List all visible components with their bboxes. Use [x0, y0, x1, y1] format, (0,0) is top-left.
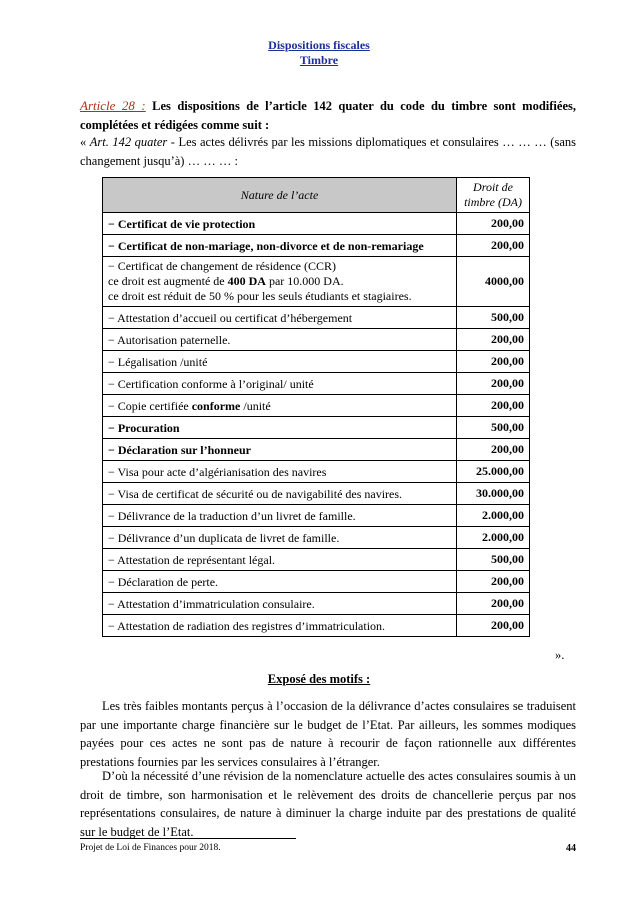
act-label: − Délivrance de la traduction d’un livret de famille. [103, 505, 457, 527]
quote-open: « [80, 135, 90, 149]
act-label: − Autorisation paternelle. [103, 329, 457, 351]
page-number: 44 [566, 843, 576, 854]
motifs-paragraph-1: Les très faibles montants perçus à l’occasion de la délivrance d’actes consulaires se traduisent par une importante charge financière sur le budget de l’Etat. Par ailleurs, les sommes modiques payées pour ces actes ne sont pas de nature à recourir de façon rationnelle aux différentes prestations fournies par les services consulaires à l’étranger. [80, 699, 576, 769]
act-label-line: par 10.000 DA. [265, 274, 344, 288]
article-label: Article 28 : [80, 98, 146, 113]
table-row [103, 615, 530, 637]
article-quote [80, 133, 576, 171]
table-row [103, 373, 530, 395]
footer-divider [80, 838, 296, 839]
act-label: − Visa de certificat de sécurité ou de navigabilité des navires. [103, 483, 457, 505]
table-row [103, 593, 530, 615]
act-label: − Attestation d’accueil ou certificat d’hébergement [103, 307, 457, 329]
act-label-line: − Certificat de changement de résidence (CCR) [108, 259, 337, 273]
table-header-row [103, 178, 530, 213]
act-value: 200,00 [457, 235, 530, 257]
table-row [103, 213, 530, 235]
table-row [103, 307, 530, 329]
table-row [103, 417, 530, 439]
act-value: 2.000,00 [457, 505, 530, 527]
quote-text: Les actes délivrés par les missions diplomatiques et consulaires … … … (sans changement jusqu’à) … … … : [80, 135, 576, 168]
act-value: 200,00 [457, 439, 530, 461]
table-row [103, 351, 530, 373]
act-label-amount: 400 DA [227, 274, 266, 288]
header-nature: Nature de l’acte [103, 178, 457, 213]
act-label-line: ce droit est réduit de 50 % pour les seuls étudiants et stagiaires. [108, 289, 412, 303]
act-value: 200,00 [457, 571, 530, 593]
act-label: − Attestation de radiation des registres d’immatriculation. [103, 615, 457, 637]
act-label: − Procuration [103, 417, 457, 439]
act-label [103, 395, 457, 417]
table-row [103, 461, 530, 483]
table-row [103, 549, 530, 571]
act-label: − Déclaration de perte. [103, 571, 457, 593]
act-label: − Déclaration sur l’honneur [103, 439, 457, 461]
section-title: Dispositions fiscales [268, 38, 370, 52]
table-row [103, 483, 530, 505]
act-label [103, 257, 457, 307]
section-subtitle: Timbre [299, 53, 339, 67]
act-value: 200,00 [457, 329, 530, 351]
act-label: − Visa pour acte d’algérianisation des navires [103, 461, 457, 483]
act-label-part: /unité [240, 398, 271, 413]
table-row [103, 527, 530, 549]
act-label: − Délivrance d’un duplicata de livret de famille. [103, 527, 457, 549]
act-value: 500,00 [457, 549, 530, 571]
article-heading [80, 96, 576, 135]
act-label: − Certification conforme à l’original/ unité [103, 373, 457, 395]
table-row [103, 257, 530, 307]
table-row [103, 439, 530, 461]
act-value: 200,00 [457, 373, 530, 395]
act-label: − Attestation de représentant légal. [103, 549, 457, 571]
table-row [103, 395, 530, 417]
act-value: 2.000,00 [457, 527, 530, 549]
act-value: 25.000,00 [457, 461, 530, 483]
article-text: Les dispositions de l’article 142 quater du code du timbre sont modifiées, complétées et rédigées comme suit : [80, 99, 576, 132]
quote-close: ». [555, 648, 565, 662]
table-row [103, 505, 530, 527]
act-label: − Attestation d’immatriculation consulaire. [103, 593, 457, 615]
act-label-line: ce droit est augmenté de [108, 274, 228, 288]
footer-text: Projet de Loi de Finances pour 2018. [80, 843, 221, 853]
act-label: − Légalisation /unité [103, 351, 457, 373]
act-value: 4000,00 [457, 257, 530, 307]
quote-ref: Art. 142 quater - [89, 135, 175, 149]
act-label: − Certificat de vie protection [103, 213, 457, 235]
header-droit: Droit de timbre (DA) [457, 178, 530, 213]
act-value: 200,00 [457, 615, 530, 637]
act-value: 30.000,00 [457, 483, 530, 505]
act-label-part: conforme [191, 398, 241, 413]
table-row [103, 235, 530, 257]
act-value: 500,00 [457, 307, 530, 329]
act-label-part: − Copie certifiée [108, 398, 192, 413]
motifs-heading: Exposé des motifs : [267, 672, 371, 686]
act-value: 200,00 [457, 395, 530, 417]
act-value: 200,00 [457, 351, 530, 373]
table-row [103, 329, 530, 351]
act-label: − Certificat de non-mariage, non-divorce et de non-remariage [103, 235, 457, 257]
table-row [103, 571, 530, 593]
stamp-duty-table [102, 177, 530, 637]
act-value: 200,00 [457, 593, 530, 615]
act-value: 500,00 [457, 417, 530, 439]
motifs-paragraph-2: D’où la nécessité d’une révision de la nomenclature actuelle des actes consulaires soumis à un droit de timbre, son harmonisation et le relèvement des droits de chancellerie perçus par nos représentations consulaires, de nature à diminuer la charge induite par des prestations de qualité sur le budget de l’Etat. [80, 769, 576, 839]
act-value: 200,00 [457, 213, 530, 235]
